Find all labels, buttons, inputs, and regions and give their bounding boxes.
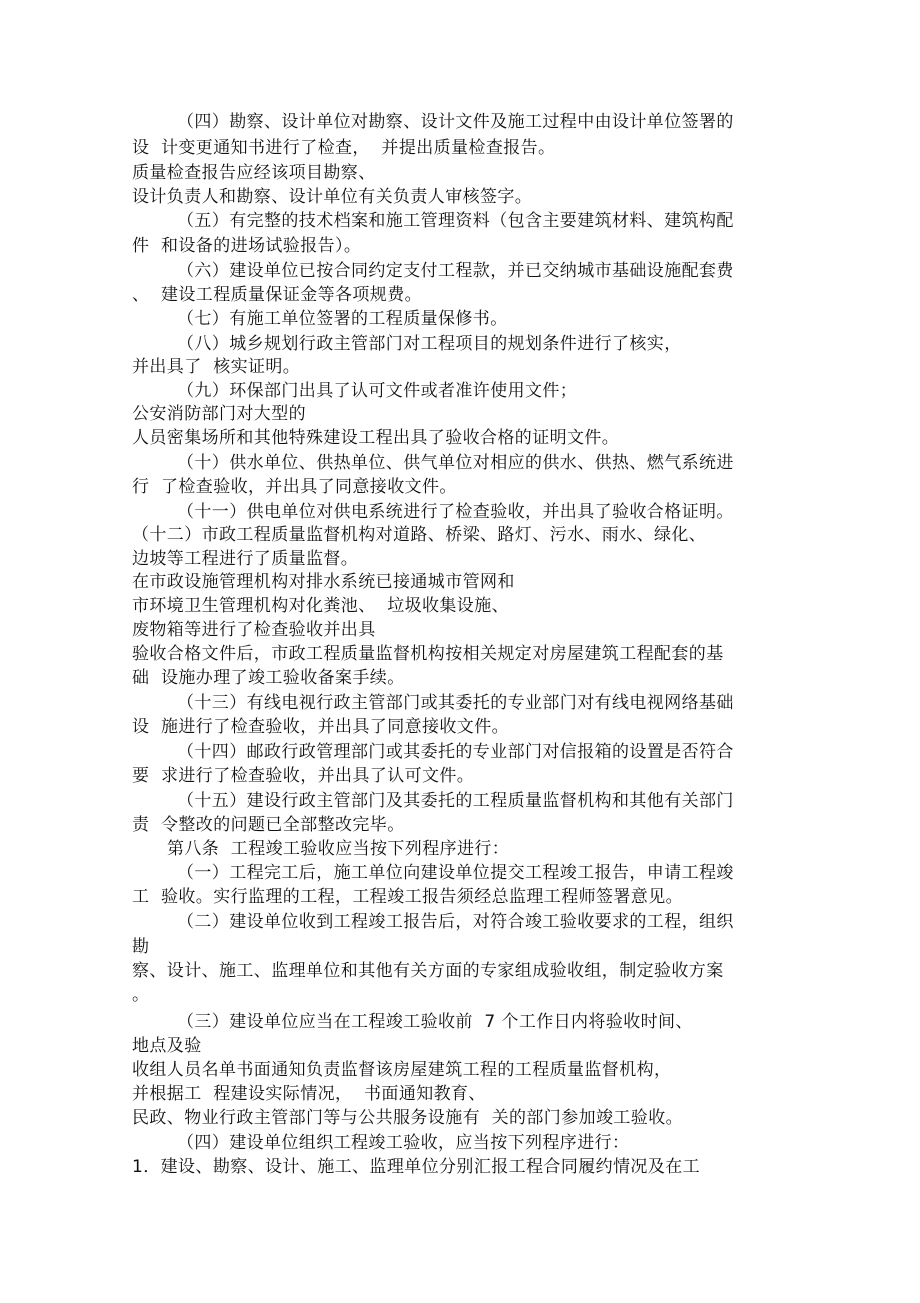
text-line: （十）供水单位、供热单位、供气单位对相应的供水、供热、燃气系统进	[177, 453, 734, 473]
text-line: 收组人员名单书面通知负责监督该房屋建筑工程的工程质量监督机构，	[132, 1060, 672, 1080]
section-heading: 第八条 工程竣工验收应当按下列程序进行：	[167, 839, 510, 859]
text-line: 废物箱等进行了检查验收并出具	[132, 620, 376, 640]
text-line: 。	[132, 985, 150, 1005]
text-line: 工 验收。实行监理的工程，工程竣工报告须经总监理工程师签署意见。	[132, 887, 684, 907]
text-line: （十四）邮政行政管理部门或其委托的专业部门对信报箱的设置是否符合	[177, 742, 734, 762]
text-line: 1．建设、勘察、设计、施工、监理单位分别汇报工程合同履约情况及在工	[132, 1157, 701, 1177]
text-line: 市环境卫生管理机构对化粪池、 垃圾收集设施、	[132, 596, 510, 616]
text-line: （十二）市政工程质量监督机构对道路、桥梁、路灯、污水、雨水、绿化、	[132, 525, 707, 545]
text-line: 在市政设施管理机构对排水系统已接通城市管网和	[132, 572, 515, 592]
text-line: （十一）供电单位对供电系统进行了检查验收，并出具了验收合格证明。	[177, 502, 734, 522]
text-line: （十三）有线电视行政主管部门或其委托的专业部门对有线电视网络基础	[177, 693, 734, 713]
text-line: （六）建设单位已按合同约定支付工程款，并已交纳城市基础设施配套费	[177, 261, 734, 281]
text-line: （七）有施工单位签署的工程质量保修书。	[177, 309, 508, 329]
text-line: 民政、物业行政主管部门等与公共服务设施有 关的部门参加竣工验收。	[132, 1108, 684, 1128]
text-line: （三）建设单位应当在工程竣工验收前 7 个工作日内将验收时间、	[177, 1012, 693, 1032]
text-line: 质量检查报告应经该项目勘察、	[132, 163, 376, 183]
text-line: （十五）建设行政主管部门及其委托的工程质量监督机构和其他有关部门	[177, 791, 734, 811]
text-line: 设 计变更通知书进行了检查， 并提出质量检查报告。	[132, 138, 556, 158]
text-line: （一）工程完工后，施工单位向建设单位提交工程竣工报告，申请工程竣	[177, 863, 734, 883]
text-line: 础 设施办理了竣工验收备案手续。	[132, 668, 405, 688]
text-line: 行 了检查验收，并出具了同意接收文件。	[132, 477, 457, 497]
text-line: 并出具了 核实证明。	[132, 357, 301, 377]
text-line: 公安消防部门对大型的	[132, 404, 306, 424]
text-line: （九）环保部门出具了认可文件或者准许使用文件；	[177, 381, 578, 401]
text-line: 设计负责人和勘察、设计单位有关负责人审核签字。	[132, 187, 533, 207]
text-line: 设 施进行了检查验收，并出具了同意接收文件。	[132, 717, 510, 737]
text-line: 件 和设备的进场试验报告）。	[132, 236, 362, 256]
text-line: 验收合格文件后，市政工程质量监督机构按相关规定对房屋建筑工程配套的基	[132, 644, 724, 664]
text-line: （四）勘察、设计单位对勘察、设计文件及施工过程中由设计单位签署的	[177, 112, 734, 132]
text-line: 地点及验	[132, 1036, 202, 1056]
text-line: 、 建设工程质量保证金等各项规费。	[132, 285, 423, 305]
text-line: 要 求进行了检查验收，并出具了认可文件。	[132, 766, 475, 786]
text-line: （四）建设单位组织工程竣工验收，应当按下列程序进行：	[177, 1133, 630, 1153]
text-line: 人员密集场所和其他特殊建设工程出具了验收合格的证明文件。	[132, 428, 620, 448]
text-line: 并根据工 程建设实际情况， 书面通知教育、	[132, 1084, 486, 1104]
text-line: （五）有完整的技术档案和施工管理资料（包含主要建筑材料、建筑构配	[177, 211, 734, 231]
text-line: 责 令整改的问题已全部整改完毕。	[132, 815, 405, 835]
text-line: （二）建设单位收到工程竣工报告后，对符合竣工验收要求的工程，组织	[177, 912, 734, 932]
text-line: 察、设计、施工、监理单位和其他有关方面的专家组成验收组，制定验收方案	[132, 961, 724, 981]
text-line: 勘	[132, 937, 150, 957]
text-line: （八）城乡规划行政主管部门对工程项目的规划条件进行了核实，	[177, 334, 682, 354]
text-line: 边坡等工程进行了质量监督。	[132, 549, 359, 569]
